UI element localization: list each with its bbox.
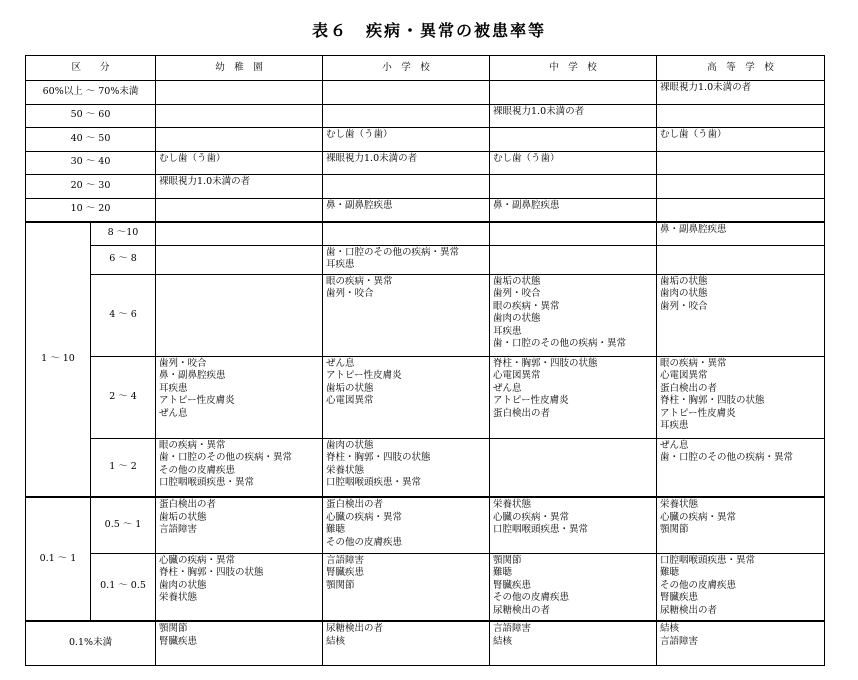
cell-junior (490, 151, 657, 175)
cell-item: 顎関節 (660, 524, 689, 536)
cell-item: むし歯（う歯） (326, 129, 393, 140)
cell-kindergarten (156, 245, 323, 274)
cell-item: 眼の疾病・異常 (159, 439, 226, 451)
cell-elementary (323, 222, 490, 246)
table-row (26, 128, 825, 152)
cell-high (657, 222, 825, 246)
cell-item: 脊柱・胸郭・四肢の状態 (326, 452, 431, 464)
cell-item: 歯・口腔のその他の疾病・異常 (493, 338, 627, 350)
table-body (26, 81, 825, 666)
cell-item: 栄養状態 (326, 464, 365, 476)
cell-item: 歯肉の状態 (159, 579, 207, 591)
cell-item: 言語障害 (660, 635, 699, 647)
table-row (26, 175, 825, 199)
cell-high (657, 356, 825, 438)
cell-item: 鼻・副鼻腔疾患 (326, 199, 393, 211)
cell-high (657, 175, 825, 199)
cell-item: 心臓の疾病・異常 (159, 554, 236, 566)
header-high-school: 高 等 学 校 (657, 56, 825, 81)
cell-kindergarten (156, 175, 323, 199)
cell-elementary (323, 198, 490, 222)
cell-high (657, 621, 825, 665)
cell-kindergarten (156, 356, 323, 438)
cell-junior (490, 198, 657, 222)
cell-item: 歯垢の状態 (326, 382, 374, 394)
cell-item: 顎関節 (326, 579, 355, 591)
cell-elementary (323, 438, 490, 497)
cell-elementary (323, 497, 490, 553)
cell-junior (490, 222, 657, 246)
cell-item: 眼の疾病・異常 (326, 275, 393, 287)
cell-item: 歯垢の状態 (159, 511, 207, 523)
cell-high (657, 245, 825, 274)
cell-junior (490, 245, 657, 274)
cell-item: 蛋白検出の者 (159, 499, 217, 510)
cell-kindergarten (156, 553, 323, 621)
range-label: 0.1 〜 0.5 (91, 553, 156, 621)
cell-item: 鼻・副鼻腔疾患 (660, 223, 727, 235)
cell-item: ぜん息 (326, 357, 355, 369)
cell-item: 耳疾患 (159, 382, 188, 394)
cell-item: アトピー性皮膚炎 (493, 395, 569, 407)
cell-item: 結核 (493, 635, 513, 647)
cell-item: 結核 (660, 623, 680, 634)
cell-junior (490, 104, 657, 128)
table-row (26, 245, 825, 274)
cell-item: 心電図異常 (493, 370, 541, 382)
cell-item: 心電図異常 (660, 370, 708, 382)
cell-item: ぜん息 (493, 382, 522, 394)
cell-item: むし歯（う歯） (660, 129, 727, 140)
cell-kindergarten (156, 497, 323, 553)
cell-item: 尿糖検出の者 (326, 623, 384, 634)
table-row (26, 621, 825, 665)
cell-item: 顎関節 (493, 554, 522, 566)
range-label: 1 〜 2 (91, 438, 156, 497)
cell-junior (490, 497, 657, 553)
cell-high (657, 497, 825, 553)
cell-item: アトピー性皮膚炎 (660, 407, 736, 419)
cell-junior (490, 274, 657, 356)
cell-item: 歯列・咬合 (326, 288, 374, 300)
cell-item: その他の皮膚疾患 (493, 592, 570, 604)
cell-item: ぜん息 (159, 407, 188, 419)
cell-elementary (323, 274, 490, 356)
cell-item: 腎臓疾患 (326, 567, 365, 579)
cell-elementary (323, 104, 490, 128)
cell-item: 歯肉の状態 (493, 313, 541, 325)
cell-item: 歯・口腔のその他の疾病・異常 (660, 452, 794, 464)
cell-item: 言語障害 (326, 554, 365, 566)
cell-high (657, 438, 825, 497)
cell-item: 裸眼視力1.0未満の者 (493, 105, 585, 117)
table-row (26, 222, 825, 246)
header-elementary: 小 学 校 (323, 56, 490, 81)
cell-item: 脊柱・胸郭・四肢の状態 (159, 567, 264, 579)
range-label: 10 〜 20 (26, 198, 156, 222)
header-category: 区 分 (26, 56, 156, 81)
cell-item: 蛋白検出の者 (326, 499, 384, 510)
cell-item: 栄養状態 (159, 592, 198, 604)
cell-kindergarten (156, 151, 323, 175)
cell-item: 結核 (326, 635, 346, 647)
cell-item: 歯肉の状態 (326, 439, 374, 451)
cell-junior (490, 553, 657, 621)
range-label: 60%以上 〜 70%未満 (26, 81, 156, 105)
header-junior-high: 中 学 校 (490, 56, 657, 81)
cell-item: 口腔咽喉頭疾患・異常 (326, 477, 422, 489)
cell-elementary (323, 621, 490, 665)
cell-item: 歯列・咬合 (660, 300, 708, 312)
cell-item: アトピー性皮膚炎 (159, 395, 235, 407)
cell-junior (490, 621, 657, 665)
cell-elementary (323, 356, 490, 438)
table-row (26, 104, 825, 128)
cell-item: アトピー性皮膚炎 (326, 370, 402, 382)
cell-item: 歯列・咬合 (493, 288, 541, 300)
cell-high (657, 198, 825, 222)
cell-item: 栄養状態 (493, 499, 532, 510)
range-label: 50 〜 60 (26, 104, 156, 128)
range-label: 40 〜 50 (26, 128, 156, 152)
cell-item: 歯垢の状態 (493, 275, 541, 287)
cell-junior (490, 438, 657, 497)
cell-item: 難聴 (326, 524, 346, 536)
cell-item: 耳疾患 (660, 420, 689, 432)
cell-item: 口腔咽喉頭疾患・異常 (159, 477, 255, 489)
cell-item: むし歯（う歯） (159, 152, 226, 164)
cell-item: 口腔咽喉頭疾患・異常 (660, 554, 756, 566)
cell-kindergarten (156, 128, 323, 152)
cell-item: 腎臓疾患 (660, 592, 699, 604)
cell-kindergarten (156, 198, 323, 222)
page-title: 表６ 疾病・異常の被患率等 (311, 21, 546, 40)
cell-item: 鼻・副鼻腔疾患 (493, 199, 560, 211)
cell-item: 尿糖検出の者 (660, 604, 718, 616)
cell-item: 脊柱・胸郭・四肢の状態 (493, 357, 598, 369)
cell-item: 腎臓疾患 (159, 635, 198, 647)
cell-kindergarten (156, 81, 323, 105)
cell-high (657, 81, 825, 105)
cell-item: 腎臓疾患 (493, 579, 532, 591)
table-row (26, 274, 825, 356)
cell-junior (490, 175, 657, 199)
cell-item: 蛋白検出の者 (493, 407, 551, 419)
cell-item: 難聴 (660, 567, 680, 579)
range-label: 0.1%未満 (26, 621, 156, 665)
cell-item: 顎関節 (159, 623, 188, 634)
cell-item: 歯肉の状態 (660, 288, 708, 300)
cell-kindergarten (156, 104, 323, 128)
cell-item: 眼の疾病・異常 (493, 300, 560, 312)
cell-item: 口腔咽喉頭疾患・異常 (493, 524, 589, 536)
cell-item: むし歯（う歯） (493, 152, 560, 164)
cell-junior (490, 81, 657, 105)
cell-item: 裸眼視力1.0未満の者 (660, 82, 752, 93)
cell-item: 鼻・副鼻腔疾患 (159, 370, 226, 382)
table-row (26, 198, 825, 222)
cell-item: 尿糖検出の者 (493, 604, 551, 616)
cell-item: 心電図異常 (326, 395, 374, 407)
cell-item: 歯垢の状態 (660, 275, 708, 287)
cell-item: 言語障害 (159, 524, 198, 536)
cell-item: 難聴 (493, 567, 513, 579)
range-label: 2 〜 4 (91, 356, 156, 438)
cell-kindergarten (156, 274, 323, 356)
cell-elementary (323, 553, 490, 621)
cell-item: その他の皮膚疾患 (159, 464, 236, 476)
cell-high (657, 104, 825, 128)
cell-item: 眼の疾病・異常 (660, 357, 727, 369)
group-label: 0.1 〜 1 (26, 497, 91, 621)
cell-junior (490, 128, 657, 152)
range-label: 6 〜 8 (91, 245, 156, 274)
cell-item: 心臓の疾病・異常 (493, 511, 570, 523)
cell-item: 耳疾患 (493, 325, 522, 337)
range-label: 20 〜 30 (26, 175, 156, 199)
cell-kindergarten (156, 438, 323, 497)
disease-rate-table (25, 55, 825, 666)
cell-elementary (323, 245, 490, 274)
cell-kindergarten (156, 621, 323, 665)
cell-elementary (323, 128, 490, 152)
cell-item: 心臓の疾病・異常 (660, 511, 737, 523)
cell-junior (490, 356, 657, 438)
range-label: 8 〜10 (91, 222, 156, 246)
cell-item: 蛋白検出の者 (660, 382, 718, 394)
header-kindergarten: 幼 稚 園 (156, 56, 323, 81)
table-row (26, 356, 825, 438)
cell-item: 裸眼視力1.0未満の者 (326, 152, 418, 164)
cell-high (657, 274, 825, 356)
range-label: 4 〜 6 (91, 274, 156, 356)
table-row (26, 81, 825, 105)
cell-item: 言語障害 (493, 623, 532, 634)
cell-kindergarten (156, 222, 323, 246)
range-label: 30 〜 40 (26, 151, 156, 175)
cell-item: 歯・口腔のその他の疾病・異常 (326, 246, 460, 258)
range-label: 0.5 〜 1 (91, 497, 156, 553)
cell-item: 歯列・咬合 (159, 357, 207, 369)
cell-elementary (323, 175, 490, 199)
table-row (26, 438, 825, 497)
table-row (26, 151, 825, 175)
cell-item: ぜん息 (660, 439, 689, 451)
table-row (26, 497, 825, 553)
cell-item: 耳疾患 (326, 259, 355, 271)
cell-item: 裸眼視力1.0未満の者 (159, 176, 251, 187)
group-label: 1 〜 10 (26, 222, 91, 498)
cell-item: 歯・口腔のその他の疾病・異常 (159, 452, 293, 464)
cell-elementary (323, 81, 490, 105)
cell-high (657, 128, 825, 152)
cell-item: その他の皮膚疾患 (660, 579, 737, 591)
cell-high (657, 151, 825, 175)
cell-item: 脊柱・胸郭・四肢の状態 (660, 395, 765, 407)
cell-item: 心臓の疾病・異常 (326, 511, 403, 523)
table-row (26, 553, 825, 621)
cell-item: 栄養状態 (660, 499, 699, 510)
cell-elementary (323, 151, 490, 175)
cell-high (657, 553, 825, 621)
cell-item: その他の皮膚疾患 (326, 536, 403, 548)
